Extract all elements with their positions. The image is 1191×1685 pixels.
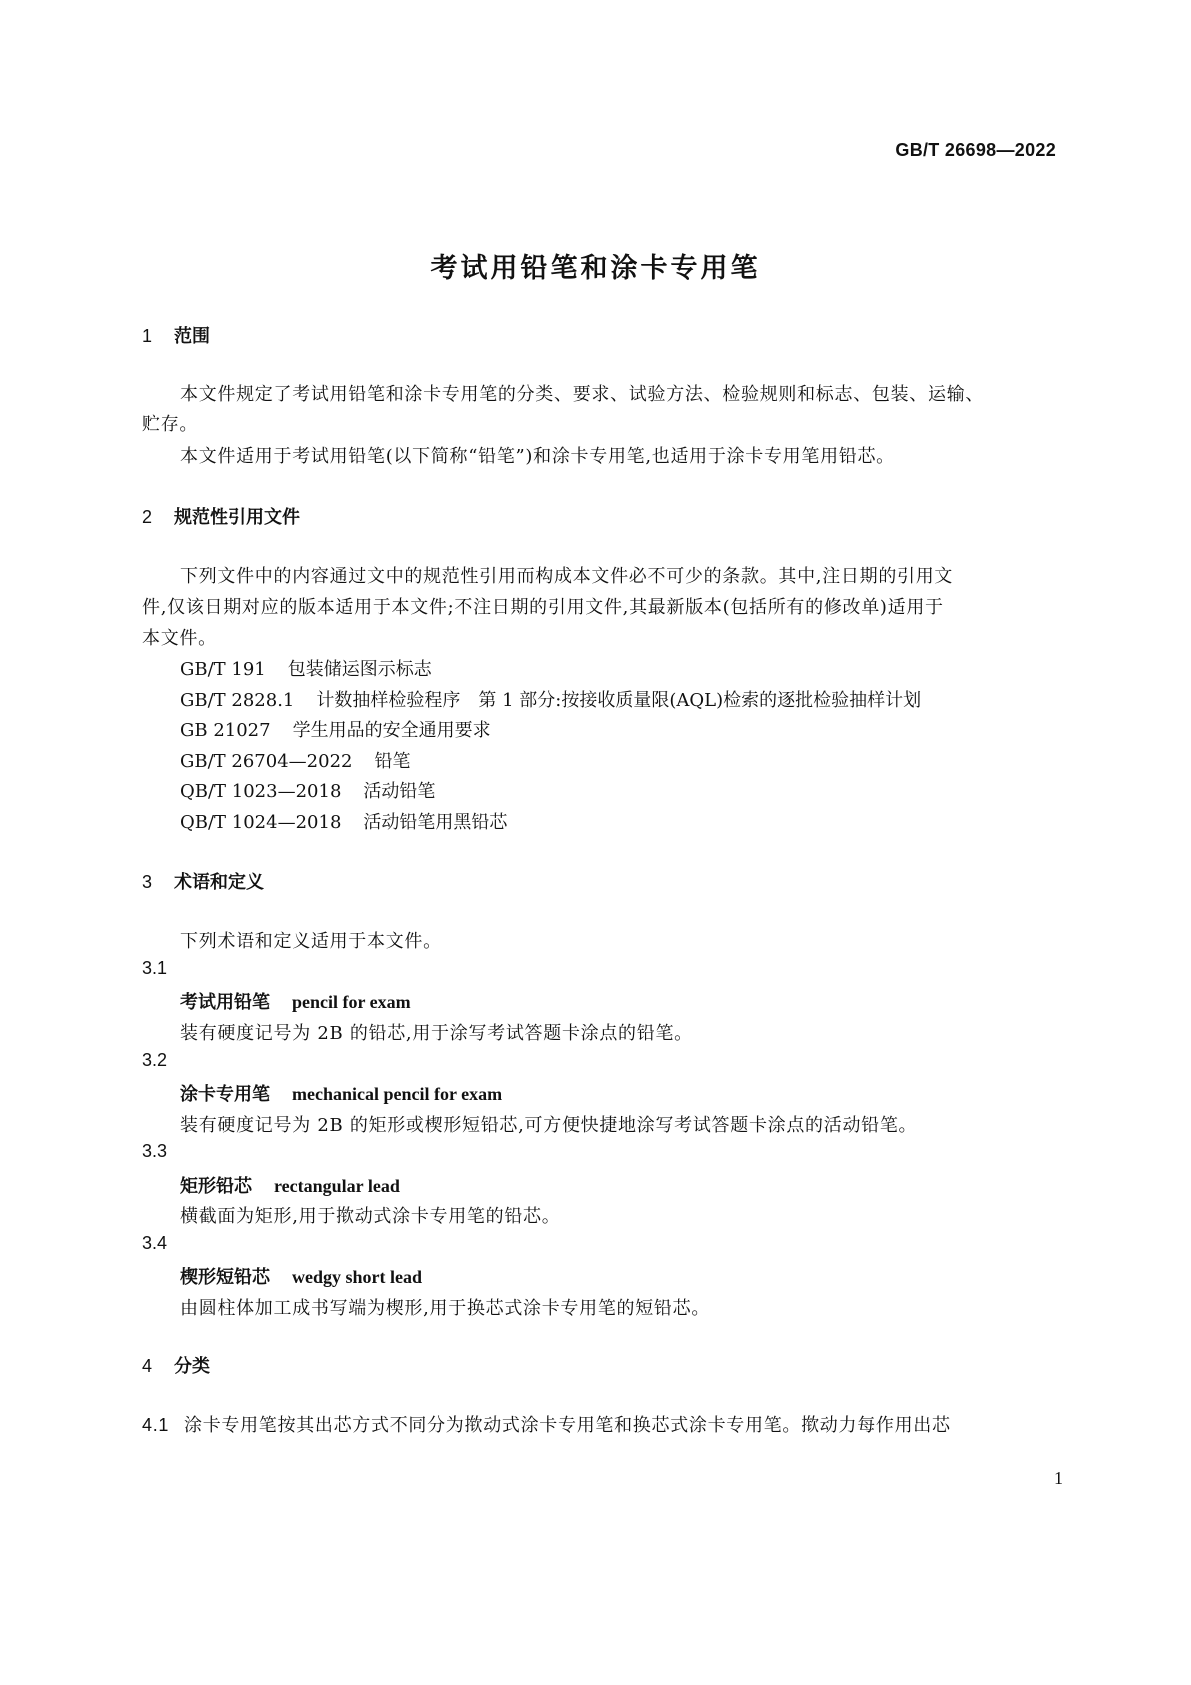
reference-title: 活动铅笔 bbox=[363, 781, 436, 802]
reference-code: GB/T 2828.1 bbox=[180, 690, 295, 711]
term-name bbox=[142, 1172, 1096, 1198]
section-title: 分类 bbox=[174, 1356, 210, 1377]
references-intro-line-2: 件,仅该日期对应的版本适用于本文件;不注日期的引用文件,其最新版本(包括所有的修改单)适用于 bbox=[142, 597, 944, 618]
term-name bbox=[142, 1263, 1096, 1289]
reference-title: 学生用品的安全通用要求 bbox=[292, 720, 491, 741]
document-title: 考试用铅笔和涂卡专用笔 bbox=[430, 253, 761, 284]
reference-code: GB/T 26704—2022 bbox=[180, 751, 353, 772]
section-number: 2 bbox=[142, 507, 153, 527]
reference-code: GB 21027 bbox=[180, 720, 271, 741]
section-number: 3 bbox=[142, 872, 153, 892]
term-number: 3.1 bbox=[142, 958, 168, 978]
section-title: 范围 bbox=[174, 326, 210, 347]
reference-item bbox=[142, 808, 1096, 834]
scope-paragraph-1-line-2: 贮存。 bbox=[142, 414, 199, 435]
references-intro-line-3: 本文件。 bbox=[142, 628, 217, 649]
section-4-heading bbox=[142, 1352, 1058, 1378]
terms-intro: 下列术语和定义适用于本文件。 bbox=[180, 931, 442, 952]
clause-4-1 bbox=[142, 1411, 1058, 1437]
term-definition: 由圆柱体加工成书写端为楔形,用于换芯式涂卡专用笔的短铅芯。 bbox=[180, 1298, 711, 1319]
term-name bbox=[142, 1080, 1096, 1106]
scope-paragraph-1-line-1: 本文件规定了考试用铅笔和涂卡专用笔的分类、要求、试验方法、检验规则和标志、包装、运输、 bbox=[180, 384, 985, 405]
references-intro-line-1: 下列文件中的内容通过文中的规范性引用而构成本文件必不可少的条款。其中,注日期的引用文 bbox=[180, 566, 954, 587]
reference-item bbox=[142, 777, 1096, 803]
section-title: 规范性引用文件 bbox=[174, 507, 300, 528]
section-1-heading bbox=[142, 322, 1058, 348]
page-number: 1 bbox=[1054, 1468, 1063, 1488]
clause-text: 涂卡专用笔按其出芯方式不同分为揿动式涂卡专用笔和换芯式涂卡专用笔。揿动力每作用出芯 bbox=[184, 1415, 951, 1436]
reference-item bbox=[142, 747, 1096, 773]
section-2-heading bbox=[142, 503, 1058, 529]
term-zh: 矩形铅芯 bbox=[180, 1176, 252, 1197]
standard-code: GB/T 26698—2022 bbox=[895, 140, 1056, 160]
term-definition: 装有硬度记号为 2B 的铅芯,用于涂写考试答题卡涂点的铅笔。 bbox=[180, 1023, 693, 1044]
term-en: rectangular lead bbox=[274, 1176, 400, 1196]
term-zh: 考试用铅笔 bbox=[180, 992, 270, 1013]
reference-item bbox=[142, 716, 1096, 742]
scope-paragraph-2: 本文件适用于考试用铅笔(以下简称“铅笔”)和涂卡专用笔,也适用于涂卡专用笔用铅芯。 bbox=[180, 446, 895, 467]
clause-number: 4.1 bbox=[142, 1415, 170, 1435]
reference-item bbox=[142, 655, 1096, 681]
reference-title: 包装储运图示标志 bbox=[287, 659, 432, 680]
term-definition: 装有硬度记号为 2B 的矩形或楔形短铅芯,可方便快捷地涂写考试答题卡涂点的活动铅笔。 bbox=[180, 1115, 918, 1136]
reference-code: GB/T 191 bbox=[180, 659, 266, 680]
reference-code: QB/T 1023—2018 bbox=[180, 781, 342, 802]
term-number: 3.3 bbox=[142, 1141, 168, 1161]
reference-item bbox=[142, 686, 1096, 712]
reference-title: 活动铅笔用黑铅芯 bbox=[363, 812, 508, 833]
reference-title: 计数抽样检验程序 第 1 部分:按接收质量限(AQL)检索的逐批检验抽样计划 bbox=[316, 690, 922, 711]
term-zh: 楔形短铅芯 bbox=[180, 1267, 270, 1288]
term-en: pencil for exam bbox=[292, 992, 411, 1012]
term-number: 3.2 bbox=[142, 1050, 168, 1070]
section-3-heading bbox=[142, 868, 1058, 894]
term-number: 3.4 bbox=[142, 1233, 168, 1253]
section-number: 1 bbox=[142, 326, 153, 346]
reference-code: QB/T 1024—2018 bbox=[180, 812, 342, 833]
term-zh: 涂卡专用笔 bbox=[180, 1084, 270, 1105]
reference-title: 铅笔 bbox=[374, 751, 411, 772]
section-title: 术语和定义 bbox=[174, 872, 264, 893]
term-definition: 横截面为矩形,用于揿动式涂卡专用笔的铅芯。 bbox=[180, 1206, 561, 1227]
term-en: wedgy short lead bbox=[292, 1267, 422, 1287]
term-name bbox=[142, 988, 1096, 1014]
term-en: mechanical pencil for exam bbox=[292, 1084, 503, 1104]
section-number: 4 bbox=[142, 1356, 153, 1376]
